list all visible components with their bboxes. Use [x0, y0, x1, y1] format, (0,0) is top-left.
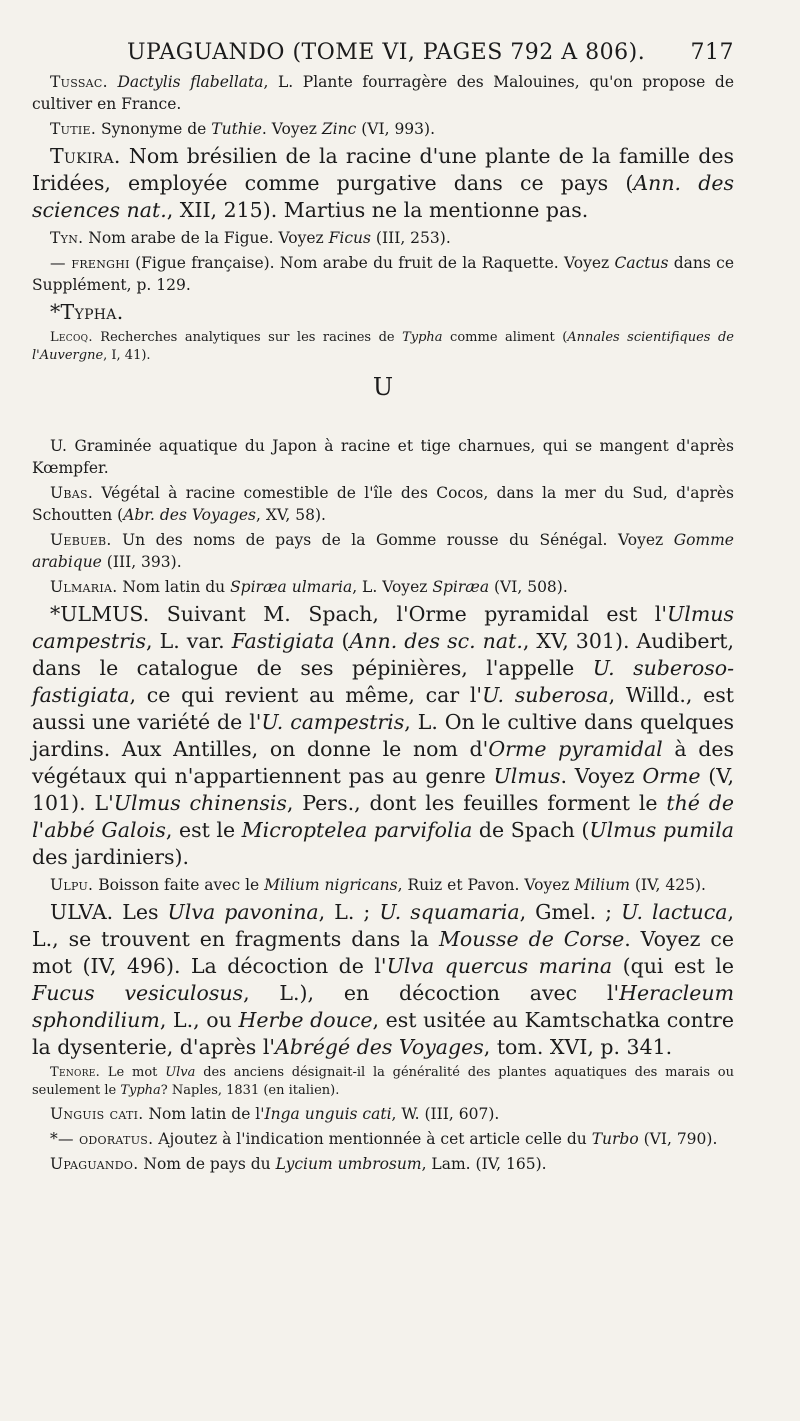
entry-head: Ubas.: [50, 484, 94, 502]
entry-frenghi: — frenghi (Figue française). Nom arabe du fruit de la Raquette. Voyez Cactus dans ce Supplément, p. 129.: [32, 254, 735, 294]
entry-head: Tussac.: [50, 73, 108, 91]
running-header: [32, 40, 734, 65]
entry-head: *ULMUS.: [50, 602, 150, 626]
entry-head: Ulmaria.: [50, 578, 118, 596]
entry-head: *Typha.: [50, 300, 124, 324]
section-letter: U: [372, 373, 394, 401]
entry-typha: [32, 299, 734, 326]
entry-ulpu: Ulpu. Boisson faite avec le Milium nigricans, Ruiz et Pavon. Voyez Milium (IV, 425).: [50, 876, 706, 894]
entry-head: Tutie.: [50, 120, 97, 138]
entry-tussac: Tussac. Dactylis flabellata, L. Plante fourragère des Malouines, qu'on propose de cultiver en France.: [32, 73, 734, 113]
entry-odoratus: *— odoratus. Ajoutez à l'indication mentionnée à cet article celle du Turbo (VI, 790).: [50, 1130, 718, 1148]
entry-ulmus: *ULMUS. Suivant M. Spach, l'Orme pyramidal est l'Ulmus campestris, L. var. Fastigiata (Ann. des sc. nat., XV, 301). Audibert, dans le catalogue de ses pépinières, l'appelle U. suberoso-fastigiata, ce qui revient au même, car l'U. suberosa, Willd., est aussi une variété de l'U. campestris, L. On le cultive dans quelques jardins. Aux Antilles, on donne le nom d'Orme pyramidal à des végétaux qui n'appartiennent pas au genre Ulmus. Voyez Orme (V, 101). L'Ulmus chinensis, Pers., dont les feuilles forment le thé de l'abbé Galois, est le Microptelea parvifolia de Spach (Ulmus pumila des jardiniers).: [32, 602, 735, 869]
reference-lecoq: Lecoq. Recherches analytiques sur les racines de Typha comme aliment (Annales scientifiques de l'Auvergne, I, 41).: [32, 330, 734, 363]
entry-head: — frenghi: [50, 254, 130, 272]
entry-head: Tyn.: [50, 229, 84, 247]
entry-head: Unguis cati.: [50, 1105, 144, 1123]
header-title: UPAGUANDO (TOME VI, PAGES 792 A 806).: [127, 40, 646, 65]
entry-head: Ulpu.: [50, 876, 94, 894]
entry-u: U. Graminée aquatique du Japon à racine et tige charnues, qui se mangent d'après Kœmpfer.: [32, 437, 734, 477]
entry-unguis-cati: Unguis cati. Nom latin de l'Inga unguis cati, W. (III, 607).: [50, 1105, 500, 1123]
entry-head: ULVA.: [50, 900, 114, 924]
entry-uebueb: Uebueb. Un des noms de pays de la Gomme rousse du Sénégal. Voyez Gomme arabique (III, 393).: [32, 531, 734, 571]
entry-head: U.: [50, 437, 68, 455]
document-page: [32, 40, 734, 1178]
entry-head: Upaguando.: [50, 1155, 139, 1173]
entry-ulva: ULVA. Les Ulva pavonina, L. ; U. squamaria, Gmel. ; U. lactuca, L., se trouvent en fragments dans la Mousse de Corse. Voyez ce mot (IV, 496). La décoction de l'Ulva quercus marina (qui est le Fucus vesiculosus, L.), en décoction avec l'Heracleum sphondilium, L., ou Herbe douce, est usitée au Kamtschatka contre la dysenterie, d'après l'Abrégé des Voyages, tom. XVI, p. 341.: [32, 900, 735, 1059]
entry-ubas: Ubas. Végétal à racine comestible de l'île des Cocos, dans la mer du Sud, d'après Schoutten (Abr. des Voyages, XV, 58).: [32, 484, 734, 524]
entry-tukira: Tukira. Nom brésilien de la racine d'une plante de la famille des Iridées, employée comme purgative dans ce pays (Ann. des sciences nat., XII, 215). Martius ne la mentionne pas.: [32, 144, 734, 222]
entry-tyn: Tyn. Nom arabe de la Figue. Voyez Ficus (III, 253).: [50, 229, 451, 247]
entry-head: *— odoratus.: [50, 1130, 154, 1148]
entry-head: Uebueb.: [50, 531, 112, 549]
entry-upaguando: Upaguando. Nom de pays du Lycium umbrosum, Lam. (IV, 165).: [50, 1155, 547, 1173]
reference-tenore: Tenore. Le mot Ulva des anciens désignait-il la généralité des plantes aquatiques des marais ou seulement le Typha? Naples, 1831 (en italien).: [32, 1065, 735, 1098]
entry-ulmaria: Ulmaria. Nom latin du Spiræa ulmaria, L. Voyez Spiræa (VI, 508).: [50, 578, 568, 596]
entry-tutie: Tutie. Synonyme de Tuthie. Voyez Zinc (VI, 993).: [50, 120, 436, 138]
entry-head: Tukira.: [50, 144, 121, 168]
page-number: 717: [690, 40, 734, 65]
